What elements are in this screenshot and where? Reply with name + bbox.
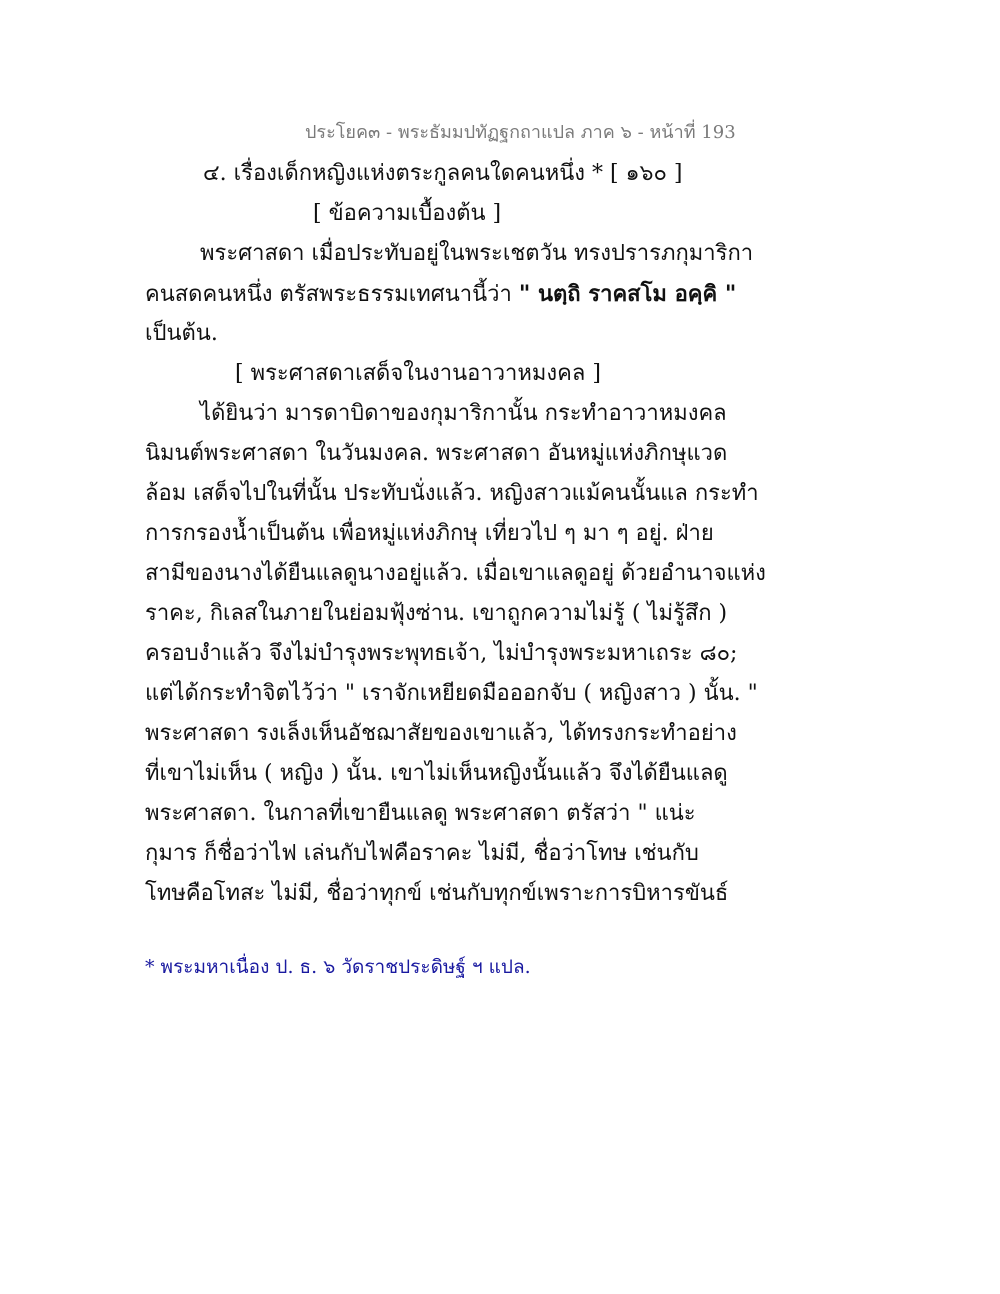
- subheading-intro: [ ข้อความเบื้องต้น ]: [313, 201, 502, 226]
- para1-line-2: [145, 283, 736, 306]
- para2-line: สามีของนางได้ยืนแลดูนางอยู่แล้ว. เมื่อเขาแลดูอยู่ ด้วยอำนาจแห่ง: [145, 561, 766, 586]
- para2-line: ได้ยินว่า มารดาบิดาของกุมาริกานั้น กระทำอาวาหมงคล: [200, 401, 727, 426]
- subheading-wedding: [ พระศาสดาเสด็จในงานอาวาหมงคล ]: [235, 361, 601, 386]
- para2-line: ราคะ, กิเลสในภายในย่อมฟุ้งซ่าน. เขาถูกความไม่รู้ ( ไม่รู้สึก ): [145, 601, 728, 626]
- para2-line: พระศาสดา. ในกาลที่เขายืนแลดู พระศาสดา ตรัสว่า " แน่ะ: [145, 801, 696, 826]
- pali-verse-quote: " นตฺถิ ราคสโม อคฺคิ ": [518, 281, 737, 307]
- para1-line-1: พระศาสดา เมื่อประทับอยู่ในพระเชตวัน ทรงปรารภกุมาริกา: [200, 241, 754, 266]
- para2-line: ครอบงำแล้ว จึงไม่บำรุงพระพุทธเจ้า, ไม่บำรุงพระมหาเถระ ๘๐;: [145, 641, 738, 666]
- story-title: ๔. เรื่องเด็กหญิงแห่งตระกูลคนใดคนหนึ่ง * [ ๑๖๐ ]: [203, 161, 683, 186]
- para2-line: โทษคือโทสะ ไม่มี, ชื่อว่าทุกข์ เช่นกับทุกข์เพราะการบิหารขันธ์: [145, 881, 729, 906]
- para2-line: กุมาร ก็ชื่อว่าไฟ เล่นกับไฟคือราคะ ไม่มี, ชื่อว่าโทษ เช่นกับ: [145, 841, 699, 866]
- para2-line: การกรองน้ำเป็นต้น เพื่อหมู่แห่งภิกษุ เที่ยวไป ๆ มา ๆ อยู่. ฝ่าย: [145, 521, 714, 546]
- para2-line: แต่ได้กระทำจิตไว้ว่า " เราจักเหยียดมือออกจับ ( หญิงสาว ) นั้น. ": [145, 681, 758, 706]
- para2-line: นิมนต์พระศาสดา ในวันมงคล. พระศาสดา อันหมู่แห่งภิกษุแวด: [145, 441, 728, 466]
- para1-line-3: เป็นต้น.: [145, 321, 218, 346]
- page-header-text: ประโยค๓ - พระธัมมปทัฏฐกถาแปล ภาค ๖ - หน้าที่ 193: [305, 122, 736, 143]
- para2-line: ที่เขาไม่เห็น ( หญิง ) นั้น. เขาไม่เห็นหญิงนั้นแล้ว จึงได้ยืนแลดู: [145, 761, 728, 786]
- footnote: * พระมหาเนื่อง ป. ธ. ๖ วัดราชประดิษฐ์ ฯ แปล.: [145, 956, 531, 978]
- para2-line: ล้อม เสด็จไปในที่นั้น ประทับนั่งแล้ว. หญิงสาวแม้คนนั้นแล กระทำ: [145, 481, 759, 506]
- para1-line-2-text: คนสดคนหนึ่ง ตรัสพระธรรมเทศนานี้ว่า: [145, 282, 519, 307]
- para2-line: พระศาสดา รงเล็งเห็นอัชฌาสัยของเขาแล้ว, ได้ทรงกระทำอย่าง: [145, 721, 737, 746]
